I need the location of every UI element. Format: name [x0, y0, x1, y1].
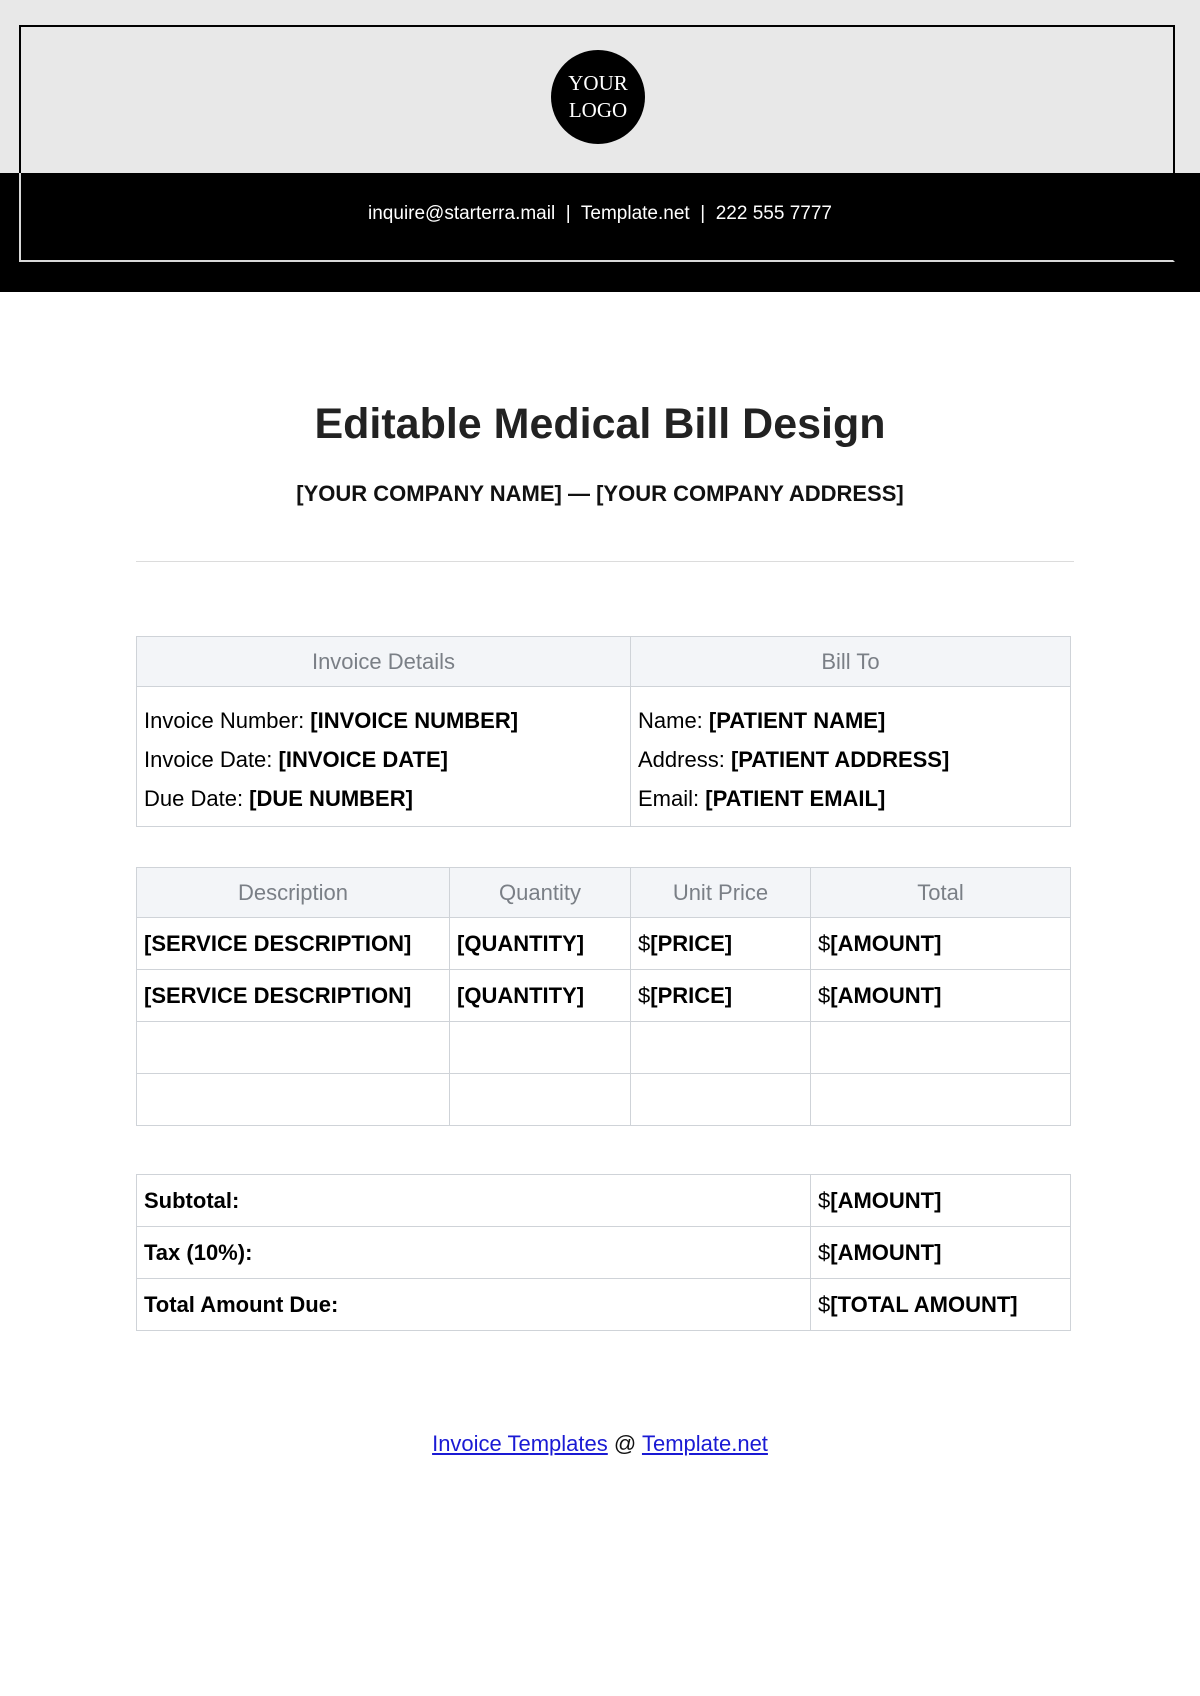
subtotal-value-cell[interactable]: [811, 1175, 1071, 1227]
empty-cell[interactable]: [450, 1074, 631, 1126]
tax-value-cell[interactable]: [811, 1227, 1071, 1279]
empty-table-row: [137, 1074, 1071, 1126]
patient-name-line: [638, 701, 1063, 740]
services-table: [136, 867, 1071, 1126]
currency-symbol: $: [638, 982, 651, 1008]
total-due-label: Total Amount Due:: [137, 1279, 811, 1331]
quantity-cell[interactable]: [QUANTITY]: [450, 970, 631, 1022]
footer-separator: @: [607, 1431, 642, 1456]
section-divider: [136, 561, 1074, 562]
patient-email-line: [638, 779, 1063, 818]
subtotal-row: [137, 1175, 1071, 1227]
empty-cell[interactable]: [631, 1022, 811, 1074]
empty-cell[interactable]: [137, 1074, 450, 1126]
subtotal-label: Subtotal:: [137, 1175, 811, 1227]
currency-symbol: $: [638, 930, 651, 956]
table-row: [137, 970, 1071, 1022]
logo-line-2: LOGO: [568, 98, 628, 122]
currency-symbol: $: [818, 1239, 831, 1265]
currency-symbol: $: [818, 930, 831, 956]
footer-credit: [0, 1431, 1200, 1457]
tax-value: [AMOUNT]: [830, 1239, 942, 1265]
invoice-details-header: Invoice Details: [137, 637, 631, 687]
bill-to-header: Bill To: [631, 637, 1071, 687]
currency-symbol: $: [818, 982, 831, 1008]
column-header-total: Total: [811, 868, 1071, 918]
patient-email-value: [PATIENT EMAIL]: [705, 786, 886, 811]
subtotal-value: [AMOUNT]: [830, 1187, 942, 1213]
total-due-value-cell[interactable]: [811, 1279, 1071, 1331]
invoice-date-label: Invoice Date:: [144, 747, 279, 772]
invoice-details-cell[interactable]: [137, 687, 631, 827]
invoice-info-table: [136, 636, 1071, 827]
patient-name-value: [PATIENT NAME]: [708, 708, 886, 733]
invoice-number-value: [INVOICE NUMBER]: [310, 708, 519, 733]
column-header-description: Description: [137, 868, 450, 918]
empty-cell[interactable]: [450, 1022, 631, 1074]
empty-table-row: [137, 1022, 1071, 1074]
table-row: [137, 918, 1071, 970]
invoice-templates-link[interactable]: Invoice Templates: [432, 1431, 608, 1456]
patient-address-value: [PATIENT ADDRESS]: [730, 747, 950, 772]
quantity-cell[interactable]: [QUANTITY]: [450, 918, 631, 970]
invoice-number-line: [144, 701, 623, 740]
total-due-row: [137, 1279, 1071, 1331]
tax-label: Tax (10%):: [137, 1227, 811, 1279]
due-date-line: [144, 779, 623, 818]
logo-line-1: YOUR: [568, 71, 628, 95]
empty-cell[interactable]: [631, 1074, 811, 1126]
services-header-row: [137, 868, 1071, 918]
unit-price-cell[interactable]: [631, 970, 811, 1022]
patient-name-label: Name:: [638, 708, 709, 733]
empty-cell[interactable]: [811, 1074, 1071, 1126]
service-description-cell[interactable]: [SERVICE DESCRIPTION]: [137, 970, 450, 1022]
company-logo: [551, 50, 645, 144]
patient-address-label: Address:: [638, 747, 731, 772]
invoice-date-line: [144, 740, 623, 779]
template-net-link[interactable]: Template.net: [641, 1431, 768, 1456]
currency-symbol: $: [818, 1187, 831, 1213]
unit-price-cell[interactable]: [631, 918, 811, 970]
empty-cell[interactable]: [137, 1022, 450, 1074]
amount-value: [AMOUNT]: [830, 982, 942, 1008]
column-header-quantity: Quantity: [450, 868, 631, 918]
tax-row: [137, 1227, 1071, 1279]
currency-symbol: $: [818, 1291, 831, 1317]
company-name-address: [YOUR COMPANY NAME] — [YOUR COMPANY ADDRESS]: [296, 481, 904, 506]
amount-value: [AMOUNT]: [830, 930, 942, 956]
header-contact-band: [0, 173, 1200, 292]
bill-to-cell[interactable]: [631, 687, 1071, 827]
line-total-cell[interactable]: [811, 918, 1071, 970]
empty-cell[interactable]: [811, 1022, 1071, 1074]
totals-table: [136, 1174, 1071, 1331]
patient-email-label: Email:: [638, 786, 706, 811]
price-value: [PRICE]: [650, 930, 733, 956]
price-value: [PRICE]: [650, 982, 733, 1008]
column-header-unit-price: Unit Price: [631, 868, 811, 918]
due-date-label: Due Date:: [144, 786, 250, 811]
due-date-value: [DUE NUMBER]: [249, 786, 413, 811]
invoice-date-value: [INVOICE DATE]: [278, 747, 448, 772]
service-description-cell[interactable]: [SERVICE DESCRIPTION]: [137, 918, 450, 970]
total-due-value: [TOTAL AMOUNT]: [830, 1291, 1018, 1317]
document-title: Editable Medical Bill Design: [314, 400, 886, 448]
contact-info: inquire@starterra.mail | Template.net | 222 555 7777: [368, 203, 832, 224]
patient-address-line: [638, 740, 1063, 779]
invoice-number-label: Invoice Number:: [144, 708, 311, 733]
line-total-cell[interactable]: [811, 970, 1071, 1022]
